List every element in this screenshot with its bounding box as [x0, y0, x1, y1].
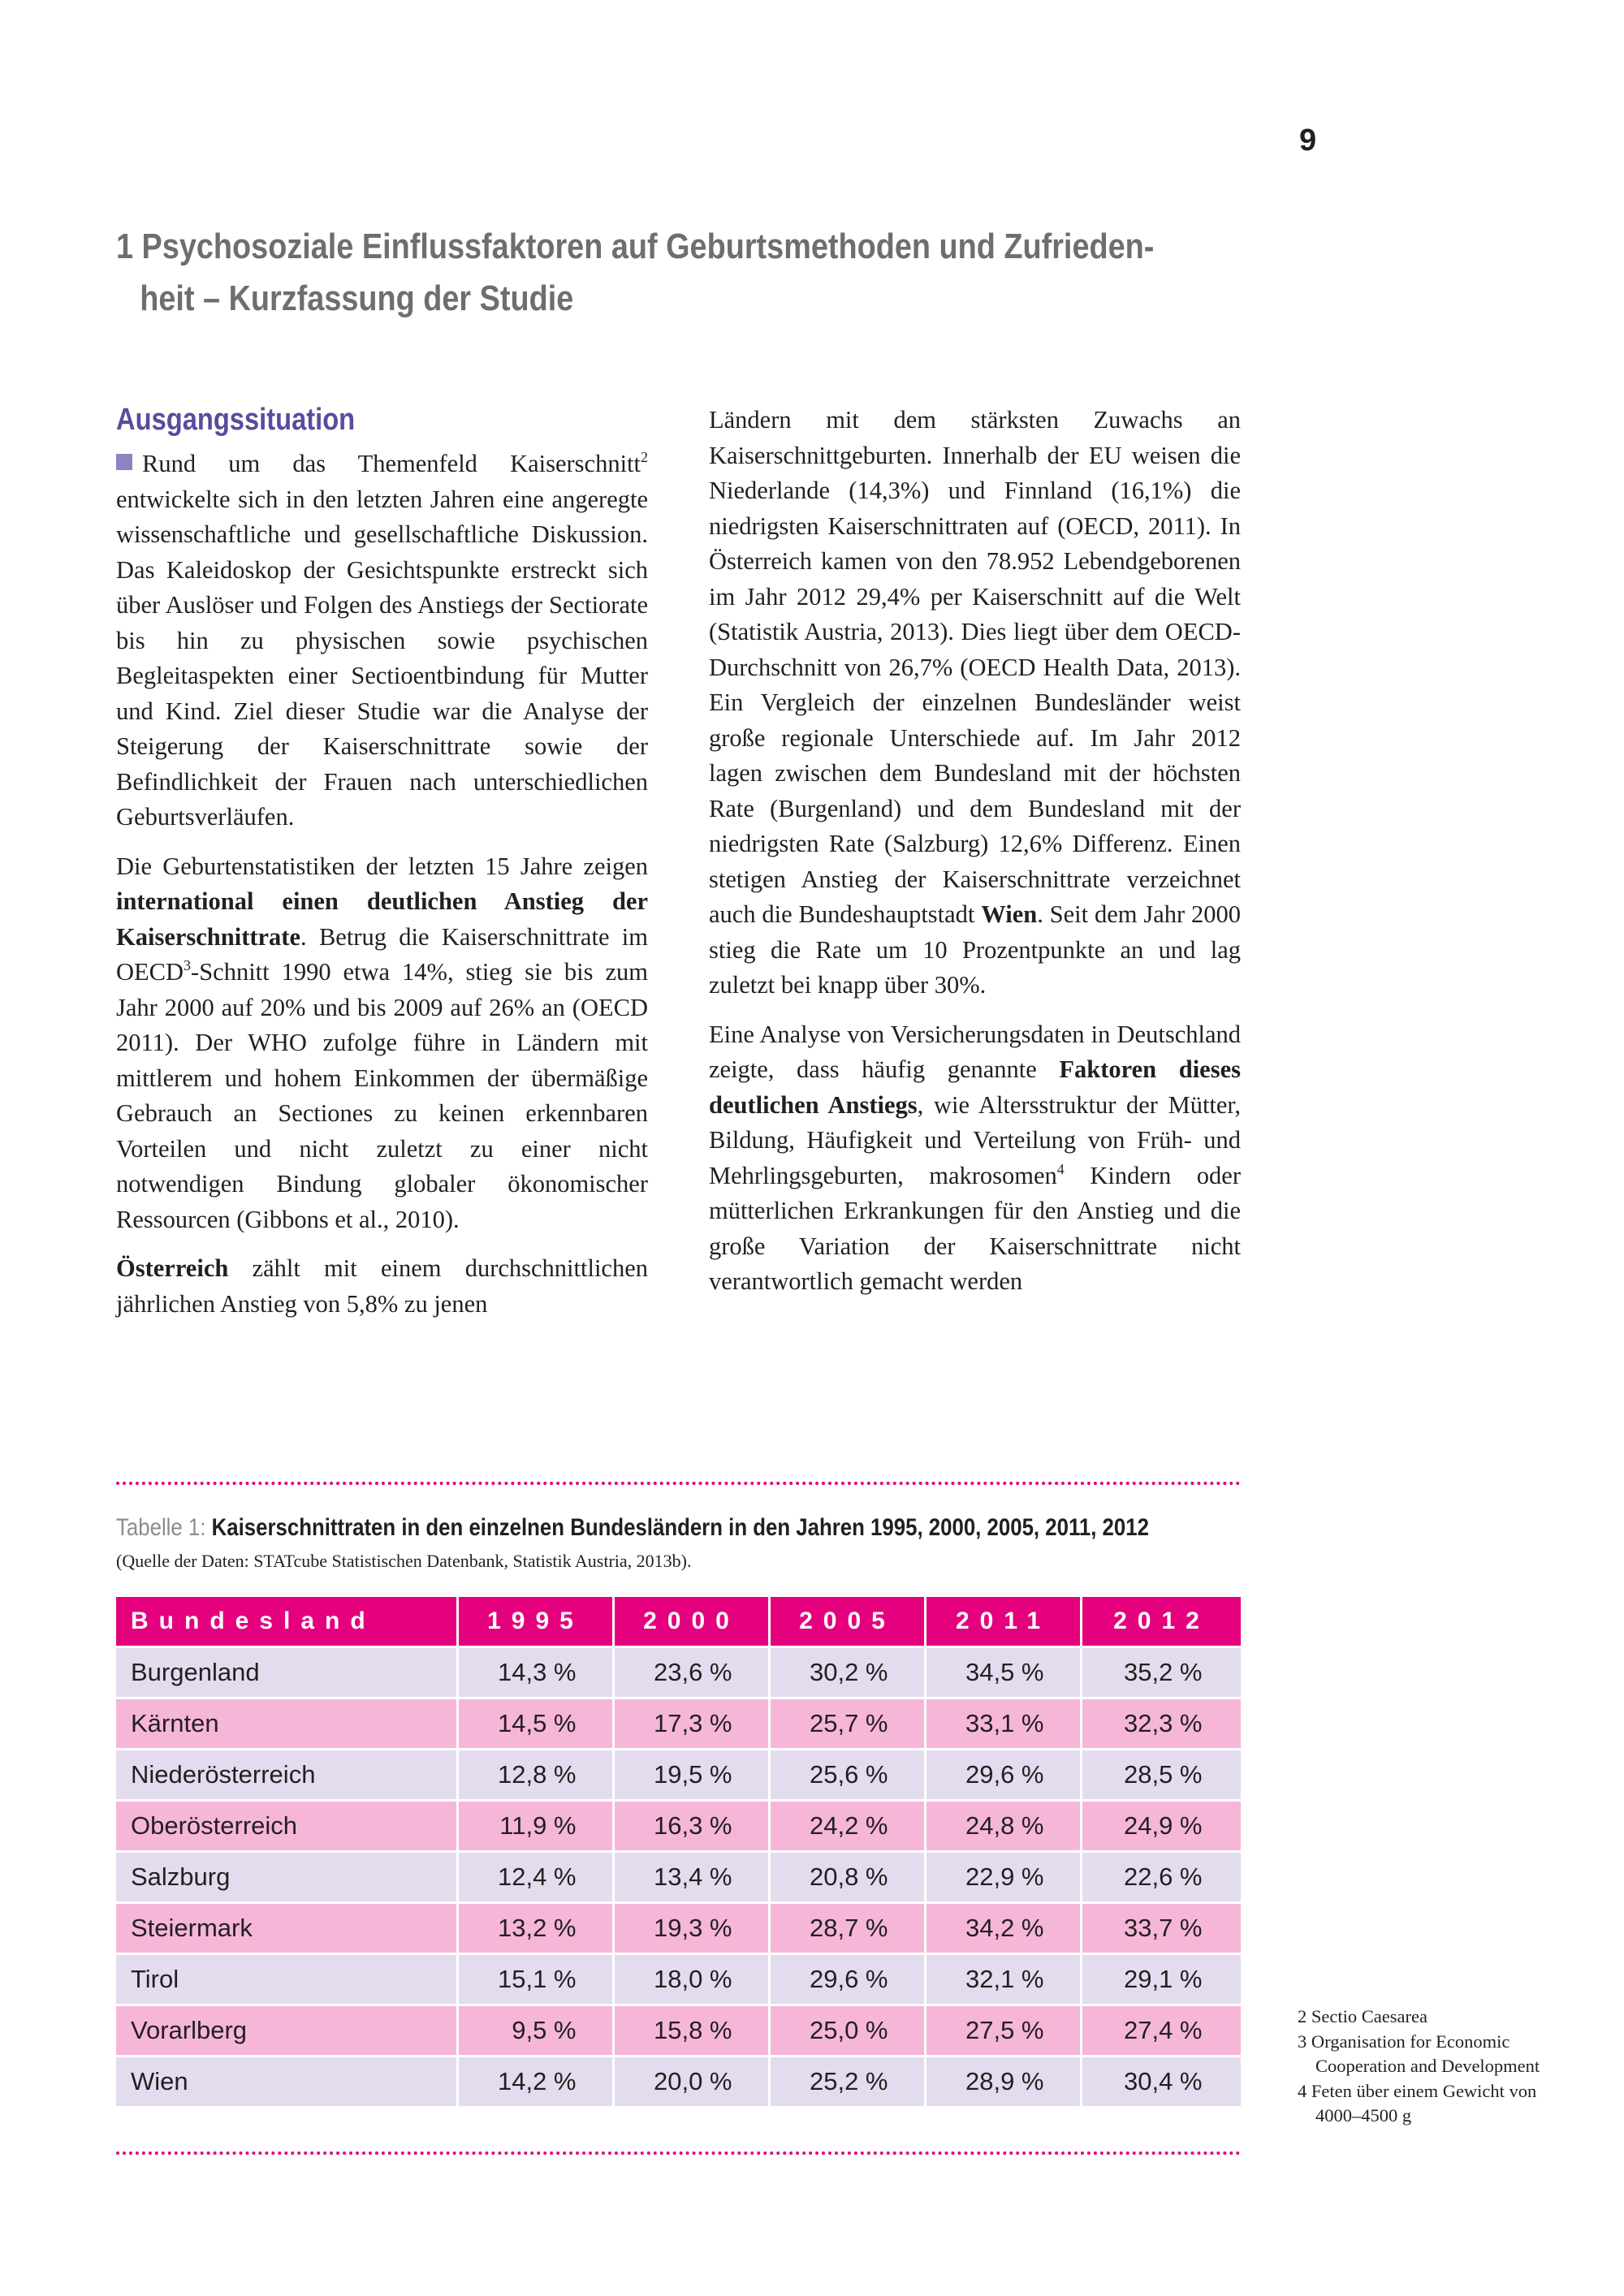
rate-cell: 30,2 %: [771, 1646, 926, 1697]
footnote-3: 3 Organisation for Economic Cooperation and Development: [1298, 2031, 1540, 2076]
rate-cell: 11,9 %: [459, 1799, 615, 1850]
cesarean-rates-table: [116, 1597, 1241, 2106]
header-2005: 2005: [771, 1597, 926, 1646]
table-row: [116, 1799, 1241, 1850]
rate-cell: 18,0 %: [615, 1953, 771, 2004]
footnote-4: 4 Feten über einem Gewicht von 4000–4500 g: [1298, 2080, 1537, 2126]
rate-cell: 14,5 %: [459, 1697, 615, 1748]
chapter-title: [116, 221, 1155, 325]
chapter-title-line-2: heit – Kurzfassung der Studie: [140, 278, 574, 318]
rate-cell: 24,8 %: [926, 1799, 1082, 1850]
footnote-ref-4: 4: [1056, 1160, 1065, 1177]
table-row: [116, 1901, 1241, 1953]
rate-cell: 32,1 %: [926, 1953, 1082, 2004]
paragraph-germany: Eine Analyse von Versicherungsdaten in Deutschland zeigte, dass häufig genannte Faktoren dieses deutlichen Anstiegs, wie Altersstruktur der Mütter, Bildung, Häufigkeit und Verteilung von Früh- und Mehrlingsgeburten, makrosomen$^4$ Kindern oder mütterlichen Erkrankungen für den Anstieg und die große Variation der Kaiserschnittrate nicht verantwortlich gemacht werden: [709, 1020, 1241, 1295]
rate-cell: 20,0 %: [615, 2055, 771, 2106]
rate-cell: 13,4 %: [615, 1850, 771, 1901]
state-name: Burgenland: [116, 1646, 459, 1697]
rate-cell: 16,3 %: [615, 1799, 771, 1850]
rate-cell: 19,3 %: [615, 1901, 771, 1953]
rate-cell: 23,6 %: [615, 1646, 771, 1697]
table-source: (Quelle der Daten: STATcube Statistischen Datenbank, Statistik Austria, 2013b).: [116, 1551, 692, 1571]
header-2012: 2012: [1082, 1597, 1241, 1646]
rate-cell: 28,9 %: [926, 2055, 1082, 2106]
rate-cell: 12,8 %: [459, 1748, 615, 1799]
left-column: [116, 399, 648, 1336]
state-name: Tirol: [116, 1953, 459, 2004]
rate-cell: 25,6 %: [771, 1748, 926, 1799]
paragraph-austria: Österreich zählt mit einem durchschnittlichen jährlichen Anstieg von 5,8% zu jenen: [116, 1254, 648, 1318]
rate-cell: 19,5 %: [615, 1748, 771, 1799]
table-caption-prefix: Tabelle 1:: [116, 1514, 212, 1541]
rate-cell: 30,4 %: [1082, 2055, 1241, 2106]
section-heading: Ausgangssituation: [116, 403, 356, 437]
footnote-ref-2: 2: [641, 449, 648, 465]
state-name: Niederösterreich: [116, 1748, 459, 1799]
rate-cell: 12,4 %: [459, 1850, 615, 1901]
header-bundesland: Bundesland: [116, 1597, 459, 1646]
state-name: Kärnten: [116, 1697, 459, 1748]
footnotes: [1298, 2005, 1566, 2129]
table-row: [116, 1748, 1241, 1799]
right-column: [709, 403, 1241, 1314]
rate-cell: 28,7 %: [771, 1901, 926, 1953]
rate-cell: 15,8 %: [615, 2004, 771, 2055]
rate-cell: 27,5 %: [926, 2004, 1082, 2055]
rate-cell: 20,8 %: [771, 1850, 926, 1901]
rate-cell: 22,9 %: [926, 1850, 1082, 1901]
rate-cell: 34,5 %: [926, 1646, 1082, 1697]
rate-cell: 33,7 %: [1082, 1901, 1241, 1953]
divider-bottom: [116, 2151, 1241, 2155]
paragraph-international: Die Geburtenstatistiken der letzten 15 Jahre zeigen international einen deutlichen Anstieg der Kaiserschnittrate. Betrug die Kaiserschnittrate im OECD$^3$-Schnitt 1990 etwa 14%, stieg sie bis zum Jahr 2000 auf 20% und bis 2009 auf 26% an (OECD 2011). Der WHO zufolge führe in Ländern mit mittlerem und hohem Einkommen der übermäßige Gebrauch an Sectiones zu keinen erkennbaren Vorteilen und nicht zuletzt zu einer nicht notwendigen Bindung globaler ökonomischer Ressourcen (Gibbons et al., 2010).: [116, 852, 648, 1233]
rate-cell: 17,3 %: [615, 1697, 771, 1748]
paragraph-marker-icon: [116, 454, 132, 470]
page-number: 9: [1299, 123, 1317, 158]
rate-cell: 29,1 %: [1082, 1953, 1241, 2004]
table-header-row: [116, 1597, 1241, 1646]
rate-cell: 25,2 %: [771, 2055, 926, 2106]
state-name: Steiermark: [116, 1901, 459, 1953]
rate-cell: 13,2 %: [459, 1901, 615, 1953]
table-row: [116, 1646, 1241, 1697]
chapter-title-line-1: 1 Psychosoziale Einflussfaktoren auf Geburtsmethoden und Zufrieden-: [116, 227, 1155, 266]
rate-cell: 27,4 %: [1082, 2004, 1241, 2055]
rate-cell: 28,5 %: [1082, 1748, 1241, 1799]
rate-cell: 34,2 %: [926, 1901, 1082, 1953]
rate-cell: 14,3 %: [459, 1646, 615, 1697]
rate-cell: 15,1 %: [459, 1953, 615, 2004]
header-2011: 2011: [926, 1597, 1082, 1646]
rate-cell: 24,2 %: [771, 1799, 926, 1850]
state-name: Oberösterreich: [116, 1799, 459, 1850]
table-row: [116, 1850, 1241, 1901]
state-name: Vorarlberg: [116, 2004, 459, 2055]
table-row: [116, 2004, 1241, 2055]
divider-top: [116, 1482, 1241, 1485]
rate-cell: 25,0 %: [771, 2004, 926, 2055]
header-2000: 2000: [615, 1597, 771, 1646]
rate-cell: 9,5 %: [459, 2004, 615, 2055]
rate-cell: 25,7 %: [771, 1697, 926, 1748]
rate-cell: 29,6 %: [926, 1748, 1082, 1799]
table-row: [116, 2055, 1241, 2106]
rate-cell: 32,3 %: [1082, 1697, 1241, 1748]
table-caption: [116, 1512, 1149, 1544]
rate-cell: 33,1 %: [926, 1697, 1082, 1748]
table-caption-title: Kaiserschnittraten in den einzelnen Bundesländern in den Jahren 1995, 2000, 2005, 2011, 2012: [211, 1514, 1149, 1541]
rate-cell: 22,6 %: [1082, 1850, 1241, 1901]
rate-cell: 35,2 %: [1082, 1646, 1241, 1697]
table-row: [116, 1697, 1241, 1748]
footnote-2: 2 Sectio Caesarea: [1298, 2006, 1427, 2026]
rate-cell: 24,9 %: [1082, 1799, 1241, 1850]
table-row: [116, 1953, 1241, 2004]
rate-cell: 14,2 %: [459, 2055, 615, 2106]
header-1995: 1995: [459, 1597, 615, 1646]
state-name: Salzburg: [116, 1850, 459, 1901]
paragraph-intro: Rund um das Themenfeld Kaiserschnitt$^2$ entwickelte sich in den letzten Jahren eine angeregte wissenschaftliche und gesellschaftliche Diskussion. Das Kaleidoskop der Gesichtspunkte erstreckt sich über Auslöser und Folgen des Anstiegs der Sectiorate bis hin zu physischen sowie psychischen Begleitaspekten einer Sectioentbindung für Mutter und Kind. Ziel dieser Studie war die Analyse der Steigerung der Kaiserschnittrate sowie der Befindlichkeit der Frauen nach unterschiedlichen Geburtsverläufen.: [116, 449, 648, 831]
paragraph-austria-continued: Ländern mit dem stärksten Zuwachs an Kaiserschnittgeburten. Innerhalb der EU weisen die Niederlande (14,3%) und Finnland (16,1%) die niedrigsten Kaiserschnittraten auf (OECD, 2011). In Österreich kamen von den 78.952 Lebendgeborenen im Jahr 2012 29,4% per Kaiserschnitt auf die Welt (Statistik Austria, 2013). Dies liegt über dem OECD-Durchschnitt von 26,7% (OECD Health Data, 2013). Ein Vergleich der einzelnen Bundesländer weist große regionale Unterschiede auf. Im Jahr 2012 lagen zwischen dem Bundesland mit der höchsten Rate (Burgenland) und dem Bundesland mit der niedrigsten Rate (Salzburg) 12,6% Differenz. Einen stetigen Anstieg der Kaiserschnittrate verzeichnet auch die Bundeshauptstadt Wien. Seit dem Jahr 2000 stieg die Rate um 10 Prozentpunkte an und lag zuletzt bei knapp über 30%.: [709, 406, 1242, 999]
rate-cell: 29,6 %: [771, 1953, 926, 2004]
footnote-ref-3: 3: [184, 957, 192, 973]
state-name: Wien: [116, 2055, 459, 2106]
